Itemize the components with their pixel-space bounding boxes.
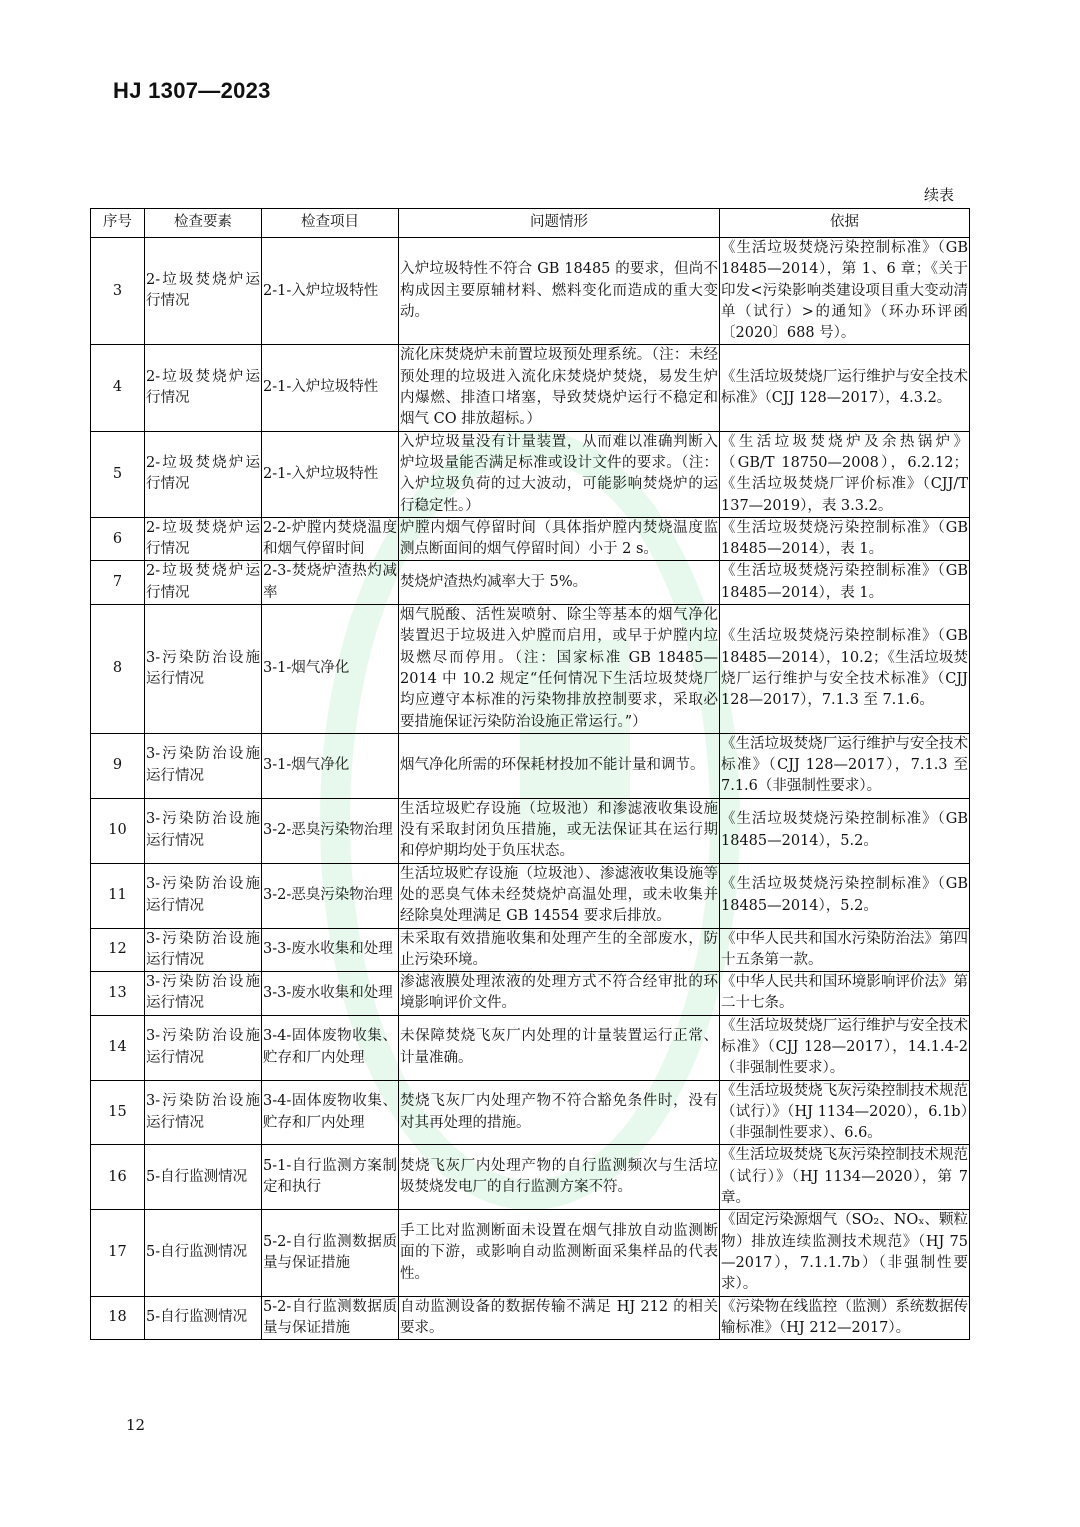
row-element: 3-污染防治设施运行情况 <box>145 733 262 798</box>
row-basis: 《生活垃圾焚烧污染控制标准》（GB 18485—2014），5.2。 <box>720 798 970 863</box>
row-issue: 渗滤液膜处理浓液的处理方式不符合经审批的环境影响评价文件。 <box>399 972 720 1016</box>
row-basis: 《中华人民共和国水污染防治法》第四十五条第一款。 <box>720 928 970 972</box>
row-item: 3-2-恶臭污染物治理 <box>262 863 399 928</box>
row-item: 3-1-烟气净化 <box>262 733 399 798</box>
row-element: 3-污染防治设施运行情况 <box>145 1015 262 1080</box>
row-basis: 《生活垃圾焚烧污染控制标准》（GB 18485—2014），10.2；《生活垃圾焚烧厂运行维护与安全技术标准》（CJJ 128—2017），7.1.3 至 7.1.6。 <box>720 605 970 734</box>
row-basis: 《生活垃圾焚烧炉及余热锅炉》（GB/T 18750—2008），6.2.12；《生活垃圾焚烧厂评价标准》（CJJ/T 137—2019），表 3.3.2。 <box>720 431 970 517</box>
table-row <box>91 1145 970 1210</box>
row-issue: 自动监测设备的数据传输不满足 HJ 212 的相关要求。 <box>399 1296 720 1340</box>
table-row <box>91 798 970 863</box>
table-row <box>91 1210 970 1296</box>
inspection-table <box>90 208 970 1340</box>
row-item: 3-1-烟气净化 <box>262 605 399 734</box>
table-row <box>91 863 970 928</box>
row-issue: 入炉垃圾量没有计量装置，从而难以准确判断入炉垃圾量能否满足标准或设计文件的要求。（注：入炉垃圾负荷的过大波动，可能影响焚烧炉的运行稳定性。） <box>399 431 720 517</box>
row-element: 2-垃圾焚烧炉运行情况 <box>145 238 262 345</box>
row-basis: 《生活垃圾焚烧污染控制标准》（GB 18485—2014），第 1、6 章；《关于印发<污染影响类建设项目重大变动清单（试行）>的通知》（环办环评函〔2020〕688 号）。 <box>720 238 970 345</box>
row-issue: 焚烧炉渣热灼减率大于 5%。 <box>399 561 720 605</box>
row-element: 5-自行监测情况 <box>145 1145 262 1210</box>
row-basis: 《生活垃圾焚烧厂运行维护与安全技术标准》（CJJ 128—2017），7.1.3 至 7.1.6（非强制性要求）。 <box>720 733 970 798</box>
row-number: 18 <box>91 1296 145 1340</box>
table-row <box>91 1296 970 1340</box>
row-issue: 焚烧飞灰厂内处理产物不符合豁免条件时，没有对其再处理的措施。 <box>399 1080 720 1145</box>
row-issue: 流化床焚烧炉未前置垃圾预处理系统。（注：未经预处理的垃圾进入流化床焚烧炉焚烧，易发生炉内爆燃、排渣口堵塞，导致焚烧炉运行不稳定和烟气 CO 排放超标。） <box>399 345 720 431</box>
row-issue: 未保障焚烧飞灰厂内处理的计量装置运行正常、计量准确。 <box>399 1015 720 1080</box>
row-basis: 《污染物在线监控（监测）系统数据传输标准》（HJ 212—2017）。 <box>720 1296 970 1340</box>
row-element: 3-污染防治设施运行情况 <box>145 863 262 928</box>
page-number: 12 <box>126 1416 146 1434</box>
row-item: 5-2-自行监测数据质量与保证措施 <box>262 1296 399 1340</box>
row-issue: 烟气脱酸、活性炭喷射、除尘等基本的烟气净化装置迟于垃圾进入炉膛而启用，或早于炉膛内垃圾燃尽而停用。（注：国家标准 GB 18485—2014 中 10.2 规定“任何情况下生活垃圾焚烧厂均应遵守本标准的污染物排放控制要求，采取必要措施保证污染防治设施正常运行。”） <box>399 605 720 734</box>
row-item: 3-3-废水收集和处理 <box>262 972 399 1016</box>
row-number: 9 <box>91 733 145 798</box>
row-number: 11 <box>91 863 145 928</box>
row-basis: 《生活垃圾焚烧飞灰污染控制技术规范（试行）》（HJ 1134—2020），6.1b）（非强制性要求）、6.6。 <box>720 1080 970 1145</box>
row-element: 2-垃圾焚烧炉运行情况 <box>145 431 262 517</box>
table-row <box>91 928 970 972</box>
table-row <box>91 561 970 605</box>
row-number: 15 <box>91 1080 145 1145</box>
table-header-row <box>91 209 970 238</box>
table-row <box>91 431 970 517</box>
row-number: 17 <box>91 1210 145 1296</box>
row-number: 3 <box>91 238 145 345</box>
table-row <box>91 345 970 431</box>
row-issue: 烟气净化所需的环保耗材投加不能计量和调节。 <box>399 733 720 798</box>
row-item: 3-3-废水收集和处理 <box>262 928 399 972</box>
row-element: 2-垃圾焚烧炉运行情况 <box>145 345 262 431</box>
row-number: 14 <box>91 1015 145 1080</box>
row-element: 3-污染防治设施运行情况 <box>145 972 262 1016</box>
row-item: 3-4-固体废物收集、贮存和厂内处理 <box>262 1080 399 1145</box>
row-item: 5-2-自行监测数据质量与保证措施 <box>262 1210 399 1296</box>
row-basis: 《生活垃圾焚烧污染控制标准》（GB 18485—2014），表 1。 <box>720 517 970 561</box>
table-row <box>91 733 970 798</box>
row-element: 3-污染防治设施运行情况 <box>145 1080 262 1145</box>
row-item: 3-2-恶臭污染物治理 <box>262 798 399 863</box>
row-item: 2-2-炉膛内焚烧温度和烟气停留时间 <box>262 517 399 561</box>
header-issue: 问题情形 <box>399 209 720 238</box>
row-number: 6 <box>91 517 145 561</box>
table-row <box>91 1080 970 1145</box>
row-number: 16 <box>91 1145 145 1210</box>
document-id: HJ 1307—2023 <box>113 78 271 103</box>
row-item: 2-1-入炉垃圾特性 <box>262 345 399 431</box>
continued-label: 续表 <box>923 186 954 204</box>
table-row <box>91 605 970 734</box>
row-number: 12 <box>91 928 145 972</box>
table-row <box>91 972 970 1016</box>
row-element: 3-污染防治设施运行情况 <box>145 798 262 863</box>
row-issue: 未采取有效措施收集和处理产生的全部废水，防止污染环境。 <box>399 928 720 972</box>
header-item: 检查项目 <box>262 209 399 238</box>
row-basis: 《生活垃圾焚烧厂运行维护与安全技术标准》（CJJ 128—2017），4.3.2。 <box>720 345 970 431</box>
row-number: 8 <box>91 605 145 734</box>
header-element: 检查要素 <box>145 209 262 238</box>
row-element: 3-污染防治设施运行情况 <box>145 928 262 972</box>
header-basis: 依据 <box>720 209 970 238</box>
row-element: 2-垃圾焚烧炉运行情况 <box>145 517 262 561</box>
row-number: 7 <box>91 561 145 605</box>
row-item: 2-3-焚烧炉渣热灼减率 <box>262 561 399 605</box>
row-basis: 《生活垃圾焚烧飞灰污染控制技术规范（试行）》（HJ 1134—2020），第 7 章。 <box>720 1145 970 1210</box>
row-basis: 《生活垃圾焚烧污染控制标准》（GB 18485—2014），表 1。 <box>720 561 970 605</box>
row-item: 5-1-自行监测方案制定和执行 <box>262 1145 399 1210</box>
row-basis: 《固定污染源烟气（SO₂、NOₓ、颗粒物）排放连续监测技术规范》（HJ 75—2017），7.1.1.7b）（非强制性要求）。 <box>720 1210 970 1296</box>
row-item: 2-1-入炉垃圾特性 <box>262 238 399 345</box>
row-issue: 生活垃圾贮存设施（垃圾池）和渗滤液收集设施没有采取封闭负压措施，或无法保证其在运行期和停炉期均处于负压状态。 <box>399 798 720 863</box>
row-number: 4 <box>91 345 145 431</box>
row-issue: 生活垃圾贮存设施（垃圾池）、渗滤液收集设施等处的恶臭气体未经焚烧炉高温处理，或未收集并经除臭处理满足 GB 14554 要求后排放。 <box>399 863 720 928</box>
row-number: 5 <box>91 431 145 517</box>
table-row <box>91 1015 970 1080</box>
row-basis: 《中华人民共和国环境影响评价法》第二十七条。 <box>720 972 970 1016</box>
table-body <box>91 238 970 1340</box>
row-element: 5-自行监测情况 <box>145 1296 262 1340</box>
row-element: 5-自行监测情况 <box>145 1210 262 1296</box>
row-element: 3-污染防治设施运行情况 <box>145 605 262 734</box>
row-issue: 手工比对监测断面未设置在烟气排放自动监测断面的下游，或影响自动监测断面采集样品的代表性。 <box>399 1210 720 1296</box>
table-row <box>91 517 970 561</box>
row-element: 2-垃圾焚烧炉运行情况 <box>145 561 262 605</box>
header-no: 序号 <box>91 209 145 238</box>
row-item: 2-1-入炉垃圾特性 <box>262 431 399 517</box>
row-item: 3-4-固体废物收集、贮存和厂内处理 <box>262 1015 399 1080</box>
row-issue: 焚烧飞灰厂内处理产物的自行监测频次与生活垃圾焚烧发电厂的自行监测方案不符。 <box>399 1145 720 1210</box>
row-issue: 炉膛内烟气停留时间（具体指炉膛内焚烧温度监测点断面间的烟气停留时间）小于 2 s。 <box>399 517 720 561</box>
row-basis: 《生活垃圾焚烧污染控制标准》（GB 18485—2014），5.2。 <box>720 863 970 928</box>
row-basis: 《生活垃圾焚烧厂运行维护与安全技术标准》（CJJ 128—2017），14.1.4-2（非强制性要求）。 <box>720 1015 970 1080</box>
table-row <box>91 238 970 345</box>
row-issue: 入炉垃圾特性不符合 GB 18485 的要求，但尚不构成因主要原辅材料、燃料变化而造成的重大变动。 <box>399 238 720 345</box>
row-number: 10 <box>91 798 145 863</box>
row-number: 13 <box>91 972 145 1016</box>
